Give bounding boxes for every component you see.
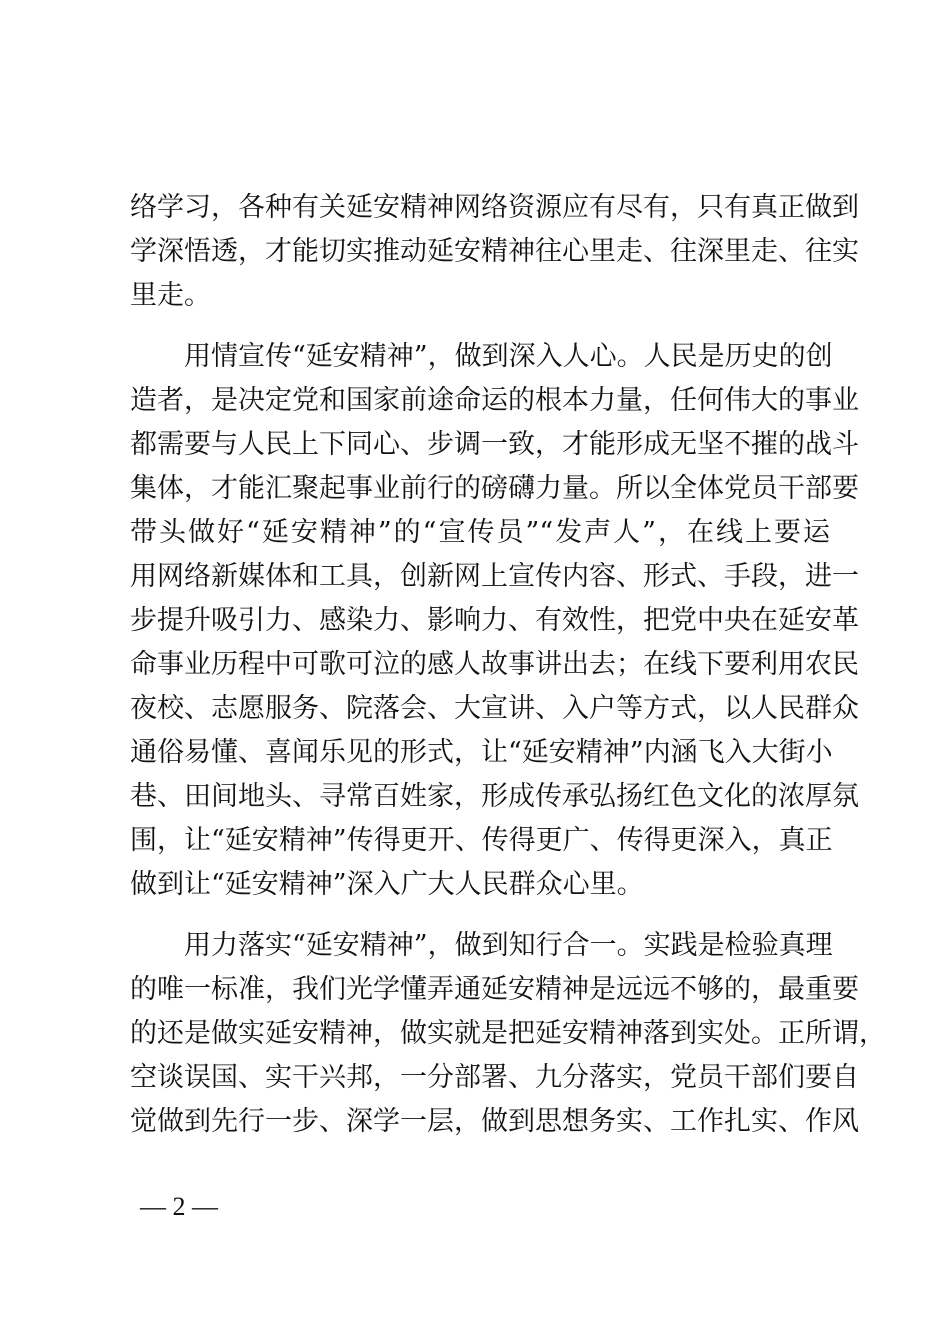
body-text <box>130 186 886 1144</box>
text-line: 命事业历程中可歌可泣的感人故事讲出去；在线下要利用农民 <box>130 649 859 680</box>
text-line: 巷、田间地头、寻常百姓家，形成传承弘扬红色文化的浓厚氛 <box>130 781 859 812</box>
text-line: 用力落实“延安精神”，做到知行合一。实践是检验真理 <box>130 930 833 961</box>
text-line: 的唯一标准，我们光学懂弄通延安精神是远远不够的，最重要 <box>130 974 859 1005</box>
paragraph-spacing <box>130 318 830 335</box>
text-line: 带头做好“延安精神”的“宣传员”“发声人”，在线上要运 <box>130 517 830 548</box>
text-line: 造者，是决定党和国家前途命运的根本力量，任何伟大的事业 <box>130 385 859 416</box>
text-line: 络学习，各种有关延安精神网络资源应有尽有，只有真正做到 <box>130 192 859 223</box>
text-line: 用情宣传“延安精神”，做到深入人心。人民是历史的创 <box>130 341 833 372</box>
page-number: — 2 — <box>140 1192 218 1221</box>
paragraph-3 <box>130 924 886 1144</box>
text-line: 的还是做实延安精神，做实就是把延安精神落到实处。正所谓， <box>130 1018 886 1049</box>
text-line: 集体，才能汇聚起事业前行的磅礴力量。所以全体党员干部要 <box>130 473 859 504</box>
text-line: 夜校、志愿服务、院落会、大宣讲、入户等方式，以人民群众 <box>130 693 859 724</box>
paragraph-2 <box>130 335 859 907</box>
text-line: 步提升吸引力、感染力、影响力、有效性，把党中央在延安革 <box>130 605 859 636</box>
text-line: 学深悟透，才能切实推动延安精神往心里走、往深里走、往实 <box>130 236 859 267</box>
text-line: 里走。 <box>130 280 211 311</box>
text-line: 做到让“延安精神”深入广大人民群众心里。 <box>130 869 644 900</box>
paragraph-spacing <box>130 907 830 924</box>
text-line: 通俗易懂、喜闻乐见的形式，让“延安精神”内涵飞入大街小 <box>130 737 833 768</box>
text-line: 觉做到先行一步、深学一层，做到思想务实、工作扎实、作风 <box>130 1106 859 1137</box>
text-line: 都需要与人民上下同心、步调一致，才能形成无坚不摧的战斗 <box>130 429 859 460</box>
paragraph-1 <box>130 186 859 318</box>
text-line: 用网络新媒体和工具，创新网上宣传内容、形式、手段，进一 <box>130 561 859 592</box>
text-line: 围，让“延安精神”传得更开、传得更广、传得更深入，真正 <box>130 825 833 856</box>
text-line: 空谈误国、实干兴邦，一分部署、九分落实，党员干部们要自 <box>130 1062 859 1093</box>
